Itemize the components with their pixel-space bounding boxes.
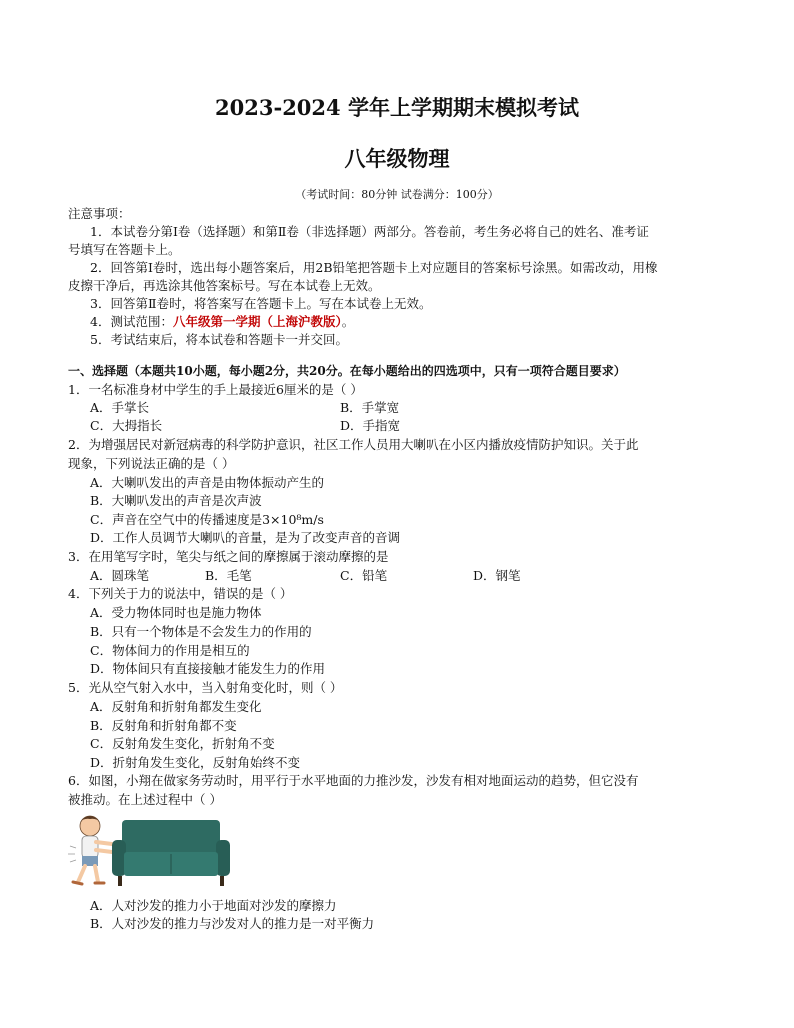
note-5: 5．考试结束后，将本试卷和答题卡一并交回。 [90, 332, 348, 347]
q3-option-a: A．圆珠笔 [90, 568, 150, 583]
q4-stem: 4．下列关于力的说法中，错误的是（ ） [68, 586, 293, 601]
q3-option-d: D．钢笔 [473, 568, 521, 583]
q6-stem-b: 被推动。在上述过程中（ ） [68, 792, 222, 807]
q6-option-b: B．人对沙发的推力与沙发对人的推力是一对平衡力 [90, 916, 375, 931]
boy-figure [68, 816, 112, 884]
q2-stem-a: 2．为增强居民对新冠病毒的科学防护意识，社区工作人员用大喇叭在小区内播放疫情防护知识。关于此 [68, 437, 639, 452]
q2-option-c: C．声音在空气中的传播速度是3×10⁸m/s [90, 512, 324, 527]
q2-stem-b: 现象，下列说法正确的是（ ） [68, 456, 235, 471]
q1-option-b: B．手掌宽 [340, 400, 400, 415]
q3-stem: 3．在用笔写字时，笔尖与纸之间的摩擦属于滚动摩擦的是 [68, 549, 389, 564]
boy-pushing-sofa-illustration [68, 812, 238, 892]
q2-option-d: D．工作人员调节大喇叭的音量，是为了改变声音的音调 [90, 530, 401, 545]
q4-option-d: D．物体间只有直接接触才能发生力的作用 [90, 661, 326, 676]
note-2b: 皮擦干净后，再选涂其他答案标号。写在本试卷上无效。 [68, 278, 381, 293]
subject-title: 八年级物理 [344, 146, 450, 171]
note-1a: 1．本试卷分第Ⅰ卷（选择题）和第Ⅱ卷（非选择题）两部分。答卷前，考生务必将自己的姓名、准考证 [90, 224, 649, 239]
test-scope: 八年级第一学期（上海沪教版） [172, 314, 342, 329]
q1-option-c: C．大拇指长 [90, 418, 163, 433]
sofa-figure [112, 820, 230, 886]
note-4-suffix: 。 [341, 314, 355, 329]
notes-heading: 注意事项： [68, 206, 131, 221]
q5-option-d: D．折射角发生变化，反射角始终不变 [90, 755, 301, 770]
q4-option-b: B．只有一个物体是不会发生力的作用的 [90, 624, 312, 639]
q5-stem: 5．光从空气射入水中，当入射角变化时，则（ ） [68, 680, 343, 695]
note-4 [90, 313, 354, 331]
exam-info: （考试时间：80分钟 试卷满分：100分） [295, 188, 499, 201]
note-3: 3．回答第Ⅱ卷时，将答案写在答题卡上。写在本试卷上无效。 [90, 296, 432, 311]
q4-option-a: A．受力物体同时也是施力物体 [90, 605, 262, 620]
q3-option-b: B．毛笔 [205, 568, 252, 583]
note-4-prefix: 4．测试范围： [90, 314, 173, 329]
q5-option-a: A．反射角和折射角都发生变化 [90, 699, 262, 714]
section-heading: 一、选择题（本题共10小题，每小题2分，共20分。在每小题给出的四选项中，只有一项符合题目要求） [68, 364, 626, 378]
note-1b: 号填写在答题卡上。 [68, 242, 181, 257]
q1-option-d: D．手指宽 [340, 418, 401, 433]
q2-option-b: B．大喇叭发出的声音是次声波 [90, 493, 262, 508]
q1-option-a: A．手掌长 [90, 400, 150, 415]
q5-option-b: B．反射角和折射角都不变 [90, 718, 237, 733]
q5-option-c: C．反射角发生变化，折射角不变 [90, 736, 275, 751]
q6-option-a: A．人对沙发的推力小于地面对沙发的摩擦力 [90, 898, 337, 913]
q6-stem-a: 6．如图，小翔在做家务劳动时，用平行于水平地面的力推沙发，沙发有相对地面运动的趋势，但它没有 [68, 773, 639, 788]
exam-title: 2023-2024 学年上学期期末模拟考试 [215, 95, 579, 120]
note-2a: 2．回答第Ⅰ卷时，选出每小题答案后，用2B铅笔把答题卡上对应题目的答案标号涂黑。如需改动，用橡 [90, 260, 658, 275]
q1-stem: 1．一名标准身材中学生的手上最接近6厘米的是（ ） [68, 382, 363, 397]
q3-option-c: C．铅笔 [340, 568, 388, 583]
q4-option-c: C．物体间力的作用是相互的 [90, 643, 250, 658]
q2-option-a: A．大喇叭发出的声音是由物体振动产生的 [90, 475, 325, 490]
